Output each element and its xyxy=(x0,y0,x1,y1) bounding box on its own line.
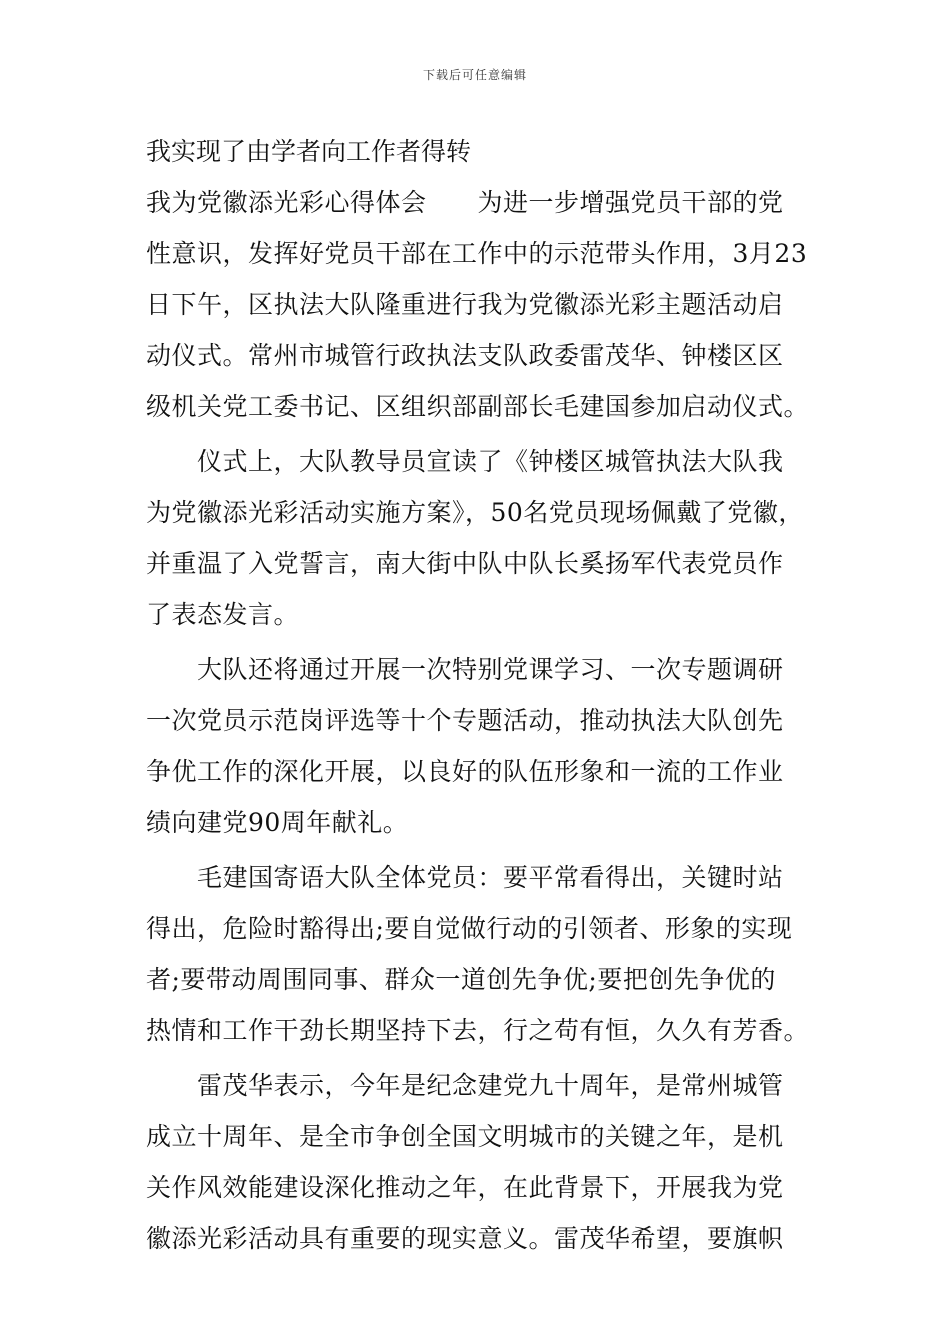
text-line: 为党徽添光彩活动实施方案》，50名党员现场佩戴了党徽， xyxy=(146,498,804,527)
paragraph-ceremony xyxy=(146,436,826,640)
text-line: 我为党徽添光彩心得体会 为进一步增强党员干部的党 xyxy=(146,188,784,217)
paragraph-lei-remarks xyxy=(146,1060,826,1264)
paragraph-mao-message xyxy=(146,852,826,1056)
text-line: 性意识，发挥好党员干部在工作中的示范带头作用，3月23 xyxy=(146,239,808,268)
text-line: 了表态发言。 xyxy=(146,600,300,629)
text-line: 热情和工作干劲长期坚持下去，行之苟有恒，久久有芳香。 xyxy=(146,1016,810,1045)
text-line: 大队还将通过开展一次特别党课学习、一次专题调研 xyxy=(146,655,784,684)
intro-paragraph xyxy=(146,177,826,432)
text-line: 徽添光彩活动具有重要的现实意义。雷茂华希望，要旗帜 xyxy=(146,1224,784,1253)
text-line: 绩向建党90周年献礼。 xyxy=(146,808,409,837)
text-line: 级机关党工委书记、区组织部副部长毛建国参加启动仪式。 xyxy=(146,392,810,421)
document-body xyxy=(146,126,826,1264)
text-line: 仪式上，大队教导员宣读了《钟楼区城管执法大队我 xyxy=(146,447,784,476)
text-line: 动仪式。常州市城管行政执法支队政委雷茂华、钟楼区区 xyxy=(146,341,784,370)
text-line: 一次党员示范岗评选等十个专题活动，推动执法大队创先 xyxy=(146,706,784,735)
text-line: 得出，危险时豁得出;要自觉做行动的引领者、形象的实现 xyxy=(146,914,793,943)
text-line: 关作风效能建设深化推动之年，在此背景下，开展我为党 xyxy=(146,1173,784,1202)
text-line: 争优工作的深化开展，以良好的队伍形象和一流的工作业 xyxy=(146,757,784,786)
text-line: 日下午，区执法大队隆重进行我为党徽添光彩主题活动启 xyxy=(146,290,784,319)
page-header: 下载后可任意编辑 xyxy=(422,68,527,82)
text-line: 者;要带动周围同事、群众一道创先争优;要把创先争优的 xyxy=(146,965,776,994)
text-line: 雷茂华表示，今年是纪念建党九十周年，是常州城管 xyxy=(146,1071,784,1100)
paragraph-activities xyxy=(146,644,826,848)
text-line: 毛建国寄语大队全体党员：要平常看得出，关键时站 xyxy=(146,863,784,892)
text-line: 并重温了入党誓言，南大街中队中队长奚扬军代表党员作 xyxy=(146,549,784,578)
text-line: 成立十周年、是全市争创全国文明城市的关键之年，是机 xyxy=(146,1122,784,1151)
first-line: 我实现了由学者向工作者得转 xyxy=(146,137,472,166)
